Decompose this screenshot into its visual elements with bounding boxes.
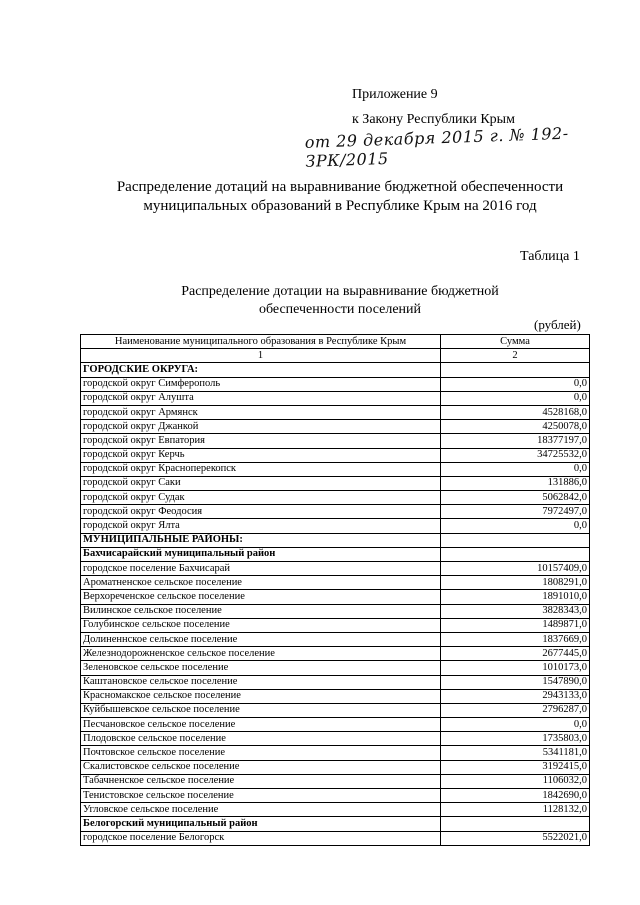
- row-name: городской округ Керчь: [81, 448, 441, 462]
- table-section-row: [81, 363, 590, 377]
- row-amount: 18377197,0: [441, 434, 590, 448]
- table-row: [81, 732, 590, 746]
- row-amount: 4528168,0: [441, 405, 590, 419]
- row-name: Верхореченское сельское поселение: [81, 590, 441, 604]
- table-section-row: [81, 547, 590, 561]
- table-header-row: [81, 335, 590, 349]
- table-row: [81, 789, 590, 803]
- table-column-numbers-row: [81, 349, 590, 363]
- row-amount: 10157409,0: [441, 562, 590, 576]
- table-row: [81, 562, 590, 576]
- column-number-2: 2: [441, 349, 590, 363]
- row-amount: 1842690,0: [441, 789, 590, 803]
- table-row: [81, 803, 590, 817]
- row-name: Табачненское сельское поселение: [81, 774, 441, 788]
- row-amount: [441, 363, 590, 377]
- row-name: городской округ Феодосия: [81, 505, 441, 519]
- row-name: Зеленовское сельское поселение: [81, 661, 441, 675]
- row-name: городской округ Саки: [81, 476, 441, 490]
- row-name: городское поселение Белогорск: [81, 831, 441, 845]
- row-amount: 5522021,0: [441, 831, 590, 845]
- table-row: [81, 718, 590, 732]
- row-name: Белогорский муниципальный район: [81, 817, 441, 831]
- table-row: [81, 590, 590, 604]
- row-amount: [441, 533, 590, 547]
- table-section-row: [81, 533, 590, 547]
- row-name: Вилинское сельское поселение: [81, 604, 441, 618]
- row-name: Почтовское сельское поселение: [81, 746, 441, 760]
- row-name: Угловское сельское поселение: [81, 803, 441, 817]
- row-name: Скалистовское сельское поселение: [81, 760, 441, 774]
- table-row: [81, 675, 590, 689]
- row-amount: 4250078,0: [441, 420, 590, 434]
- table-row: [81, 391, 590, 405]
- column-header-name: Наименование муниципального образования в Республике Крым: [81, 335, 441, 349]
- law-label: к Закону Республики Крым: [352, 112, 515, 127]
- table-row: [81, 703, 590, 717]
- row-name: Куйбышевское сельское поселение: [81, 703, 441, 717]
- table-row: [81, 377, 590, 391]
- table-row: [81, 476, 590, 490]
- handwritten-date-number: от 29 декабря 2015 г. № 192-ЗРК/2015: [304, 123, 569, 171]
- column-header-amount: Сумма: [441, 335, 590, 349]
- row-amount: [441, 547, 590, 561]
- row-name: Бахчисарайский муниципальный район: [81, 547, 441, 561]
- row-name: городской округ Джанкой: [81, 420, 441, 434]
- row-name: городское поселение Бахчисарай: [81, 562, 441, 576]
- row-name: Красномакское сельское поселение: [81, 689, 441, 703]
- table-row: [81, 604, 590, 618]
- row-amount: 7972497,0: [441, 505, 590, 519]
- table-row: [81, 760, 590, 774]
- table-row: [81, 831, 590, 845]
- row-amount: 2943133,0: [441, 689, 590, 703]
- row-name: городской округ Симферополь: [81, 377, 441, 391]
- column-number-1: 1: [81, 349, 441, 363]
- table-row: [81, 420, 590, 434]
- row-amount: 2796287,0: [441, 703, 590, 717]
- table-row: [81, 434, 590, 448]
- row-name: Голубинское сельское поселение: [81, 618, 441, 632]
- row-amount: 1128132,0: [441, 803, 590, 817]
- table-title: Распределение дотации на выравнивание бюджетной обеспеченности поселений: [181, 284, 499, 317]
- row-amount: 3828343,0: [441, 604, 590, 618]
- row-amount: 1808291,0: [441, 576, 590, 590]
- row-name: Тенистовское сельское поселение: [81, 789, 441, 803]
- row-amount: 1837669,0: [441, 632, 590, 646]
- row-amount: 1891010,0: [441, 590, 590, 604]
- table-row: [81, 618, 590, 632]
- table-label: Таблица 1: [520, 249, 580, 264]
- table-row: [81, 774, 590, 788]
- row-amount: [441, 817, 590, 831]
- row-name: Железнодорожненское сельское поселение: [81, 647, 441, 661]
- row-name: городской округ Армянск: [81, 405, 441, 419]
- row-name: городской округ Алушта: [81, 391, 441, 405]
- row-amount: 0,0: [441, 391, 590, 405]
- row-amount: 0,0: [441, 462, 590, 476]
- row-amount: 131886,0: [441, 476, 590, 490]
- row-name: Долиненнское сельское поселение: [81, 632, 441, 646]
- row-amount: 1489871,0: [441, 618, 590, 632]
- row-amount: 2677445,0: [441, 647, 590, 661]
- row-amount: 1735803,0: [441, 732, 590, 746]
- row-name: Ароматненское сельское поселение: [81, 576, 441, 590]
- row-name: Каштановское сельское поселение: [81, 675, 441, 689]
- table-row: [81, 661, 590, 675]
- row-name: ГОРОДСКИЕ ОКРУГА:: [81, 363, 441, 377]
- document-title: Распределение дотаций на выравнивание бюджетной обеспеченности муниципальных образований в Республике Крым на 2016 год: [116, 179, 564, 214]
- table-row: [81, 505, 590, 519]
- row-name: городской округ Красноперекопск: [81, 462, 441, 476]
- row-name: Песчановское сельское поселение: [81, 718, 441, 732]
- table-row: [81, 647, 590, 661]
- row-amount: 34725532,0: [441, 448, 590, 462]
- row-name: городской округ Ялта: [81, 519, 441, 533]
- table-row: [81, 491, 590, 505]
- table-section-row: [81, 817, 590, 831]
- table-row: [81, 746, 590, 760]
- table-row: [81, 448, 590, 462]
- row-name: городской округ Судак: [81, 491, 441, 505]
- row-amount: 1547890,0: [441, 675, 590, 689]
- table-row: [81, 462, 590, 476]
- row-name: Плодовское сельское поселение: [81, 732, 441, 746]
- row-amount: 5062842,0: [441, 491, 590, 505]
- row-amount: 1106032,0: [441, 774, 590, 788]
- row-amount: 3192415,0: [441, 760, 590, 774]
- row-amount: 1010173,0: [441, 661, 590, 675]
- table-row: [81, 689, 590, 703]
- appendix-label: Приложение 9: [352, 87, 438, 102]
- table-row: [81, 519, 590, 533]
- subsidy-table: [80, 334, 590, 846]
- row-name: МУНИЦИПАЛЬНЫЕ РАЙОНЫ:: [81, 533, 441, 547]
- row-amount: 0,0: [441, 718, 590, 732]
- row-amount: 0,0: [441, 519, 590, 533]
- row-name: городской округ Евпатория: [81, 434, 441, 448]
- row-amount: 0,0: [441, 377, 590, 391]
- table-row: [81, 576, 590, 590]
- table-row: [81, 405, 590, 419]
- table-row: [81, 632, 590, 646]
- units-label: (рублей): [534, 317, 581, 332]
- row-amount: 5341181,0: [441, 746, 590, 760]
